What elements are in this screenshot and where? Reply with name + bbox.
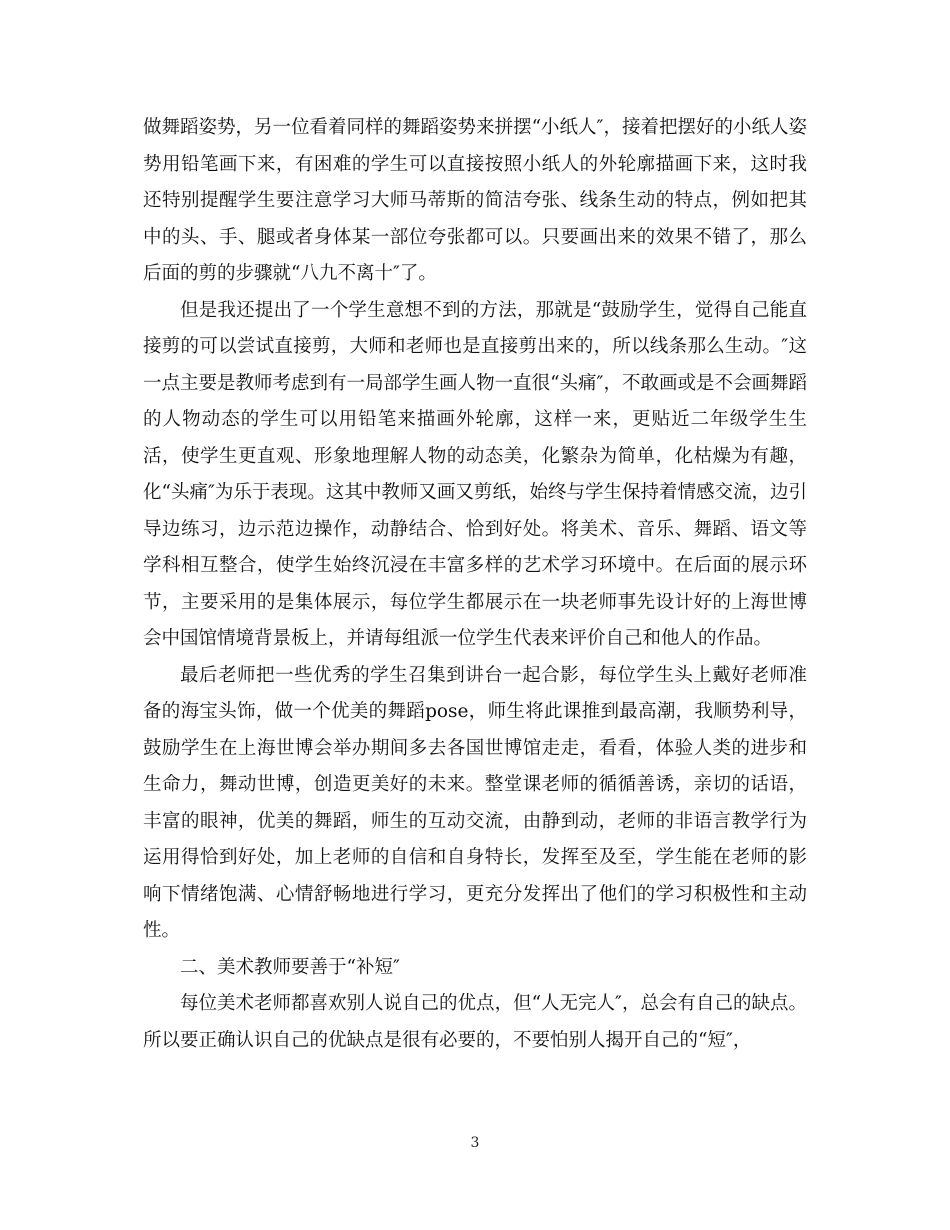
page-number: 3 — [470, 1135, 480, 1151]
paragraph-continuation: 做舞蹈姿势，另一位看着同样的舞蹈姿势来拼摆“小纸人″，接着把摆好的小纸人姿势用铅笔画下来，有困难的学生可以直接按照小纸人的外轮廓描画下来，这时我还特别提醒学生要注意学习大师马蒂斯的简洁夸张、线条生动的特点，例如把其中的头、手、腿或者身体某一部位夸张都可以。只要画出来的效果不错了，那么后面的剪的步骤就“八九不离十″了。 — [143, 117, 807, 284]
paragraph: 但是我还提出了一个学生意想不到的方法，那就是“鼓励学生，觉得自己能直接剪的可以尝试直接剪，大师和老师也是直接剪出来的，所以线条那么生动。″这一点主要是教师考虑到有一局部学生画人物一直很“头痛″，不敢画或是不会画舞蹈的人物动态的学生可以用铅笔来描画外轮廓，这样一来，更贴近二年级学生生活，使学生更直观、形象地理解人物的动态美，化繁杂为简单，化枯燥为有趣，化“头痛″为乐于表现。这其中教师又画又剪纸，始终与学生保持着情感交流，边引导边练习，边示范边操作，动静结合、恰到好处。将美术、音乐、舞蹈、语文等学科相互整合，使学生始终沉浸在丰富多样的艺术学习环境中。在后面的展示环节，主要采用的是集体展示，每位学生都展示在一块老师事先设计好的上海世博会中国馆情境背景板上，并请每组派一位学生代表来评价自己和他人的作品。 — [143, 299, 807, 649]
paragraph: 每位美术老师都喜欢别人说自己的优点，但“人无完人″，总会有自己的缺点。所以要正确认识自己的优缺点是很有必要的，不要怕别人揭开自己的“短″， — [143, 993, 807, 1051]
section-heading: 二、美术教师要善于“补短″ — [180, 956, 400, 978]
document-body — [143, 110, 807, 1059]
paragraph: 最后老师把一些优秀的学生召集到讲台一起合影，每位学生头上戴好老师准备的海宝头饰，做一个优美的舞蹈pose，师生将此课推到最高潮，我顺势利导，鼓励学生在上海世博会举办期间多去各国世博馆走走，看看，体验人类的进步和生命力，舞动世博，创造更美好的未来。整堂课老师的循循善诱，亲切的话语，丰富的眼神，优美的舞蹈，师生的互动交流，由静到动，老师的非语言教学行为运用得恰到好处，加上老师的自信和自身特长，发挥至及至，学生能在老师的影响下情绪饱满、心情舒畅地进行学习，更充分发挥出了他们的学习积极性和主动性。 — [143, 664, 807, 941]
